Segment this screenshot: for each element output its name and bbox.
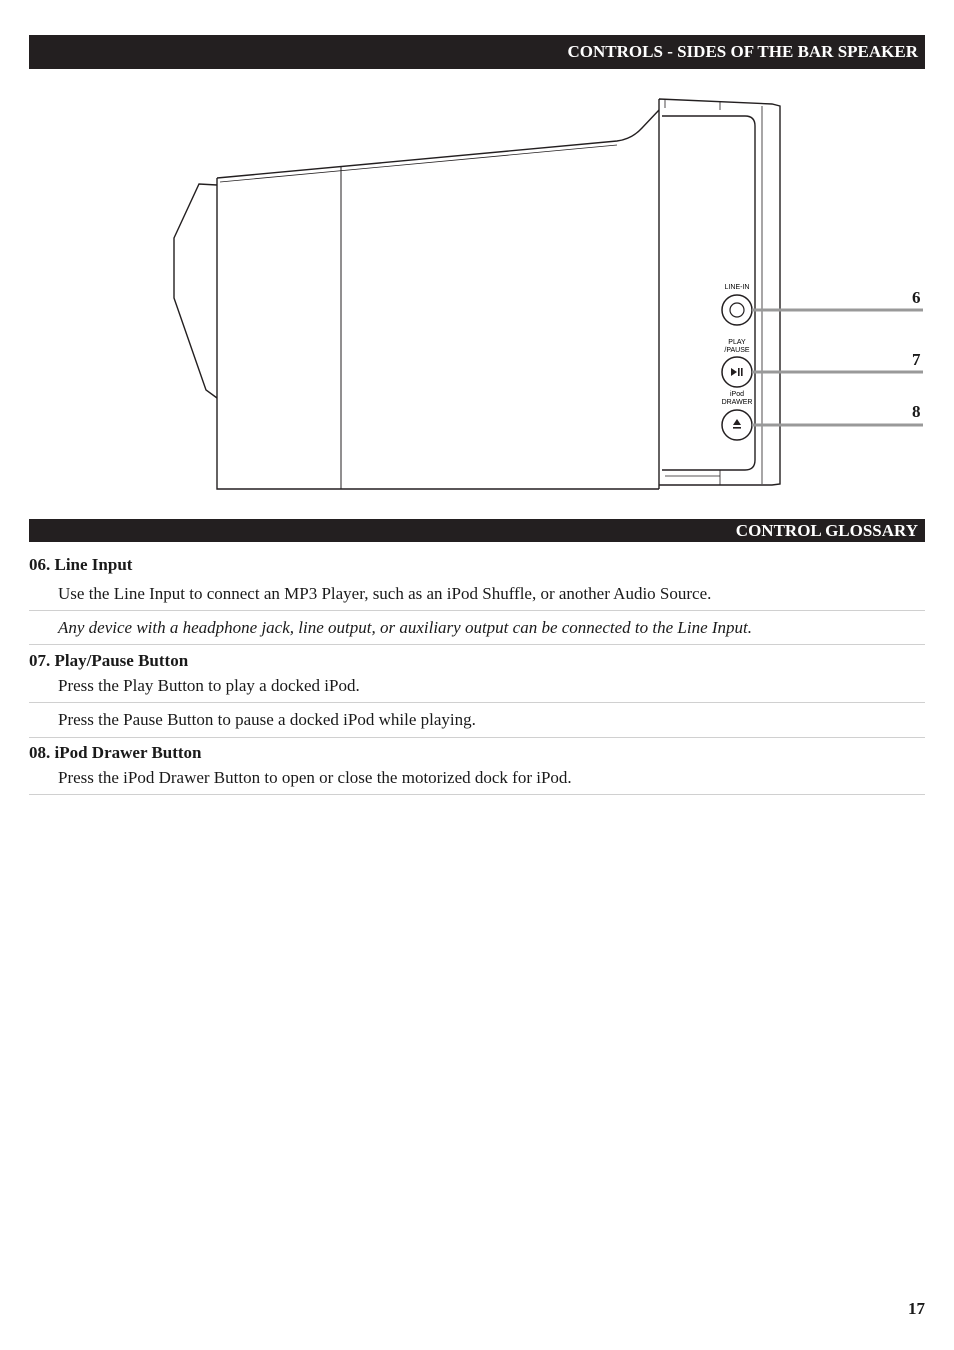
page-number: 17	[908, 1299, 925, 1318]
eject-icon	[733, 419, 741, 429]
speaker-side-diagram	[0, 85, 954, 495]
line-in-jack-icon	[730, 303, 744, 317]
callout-8: 8	[912, 402, 921, 421]
line-in-jack	[722, 295, 752, 325]
line-in-label: LINE-IN	[724, 284, 750, 291]
drawer-label: DRAWER	[721, 399, 753, 406]
ipod-label: iPod	[729, 391, 745, 398]
entry-title-line-input: 06. Line Input	[29, 555, 133, 574]
entry-title-ipod-drawer: 08. iPod Drawer Button	[29, 743, 202, 762]
entry-text-ipod-drawer: Press the iPod Drawer Button to open or close the motorized dock for iPod.	[58, 768, 572, 787]
play-label: PLAY	[728, 339, 746, 346]
divider	[29, 702, 925, 703]
divider	[29, 737, 925, 738]
entry-note-play-pause: Press the Pause Button to pause a docked iPod while playing.	[58, 710, 476, 729]
play-pause-icon	[731, 368, 743, 376]
entry-text-play-pause: Press the Play Button to play a docked iPod.	[58, 676, 360, 695]
divider	[29, 794, 925, 795]
entry-note-line-input: Any device with a headphone jack, line output, or auxiliary output can be connected to the Line Input.	[58, 618, 752, 637]
callout-6: 6	[912, 288, 921, 307]
divider	[29, 644, 925, 645]
section-header-controls: CONTROLS - SIDES OF THE BAR SPEAKER	[29, 35, 925, 69]
divider	[29, 610, 925, 611]
section-header-glossary: CONTROL GLOSSARY	[29, 519, 925, 542]
callout-7: 7	[912, 350, 921, 369]
entry-text-line-input: Use the Line Input to connect an MP3 Player, such as an iPod Shuffle, or another Audio Source.	[58, 584, 712, 603]
pause-label: /PAUSE	[724, 347, 750, 354]
entry-title-play-pause: 07. Play/Pause Button	[29, 651, 189, 670]
